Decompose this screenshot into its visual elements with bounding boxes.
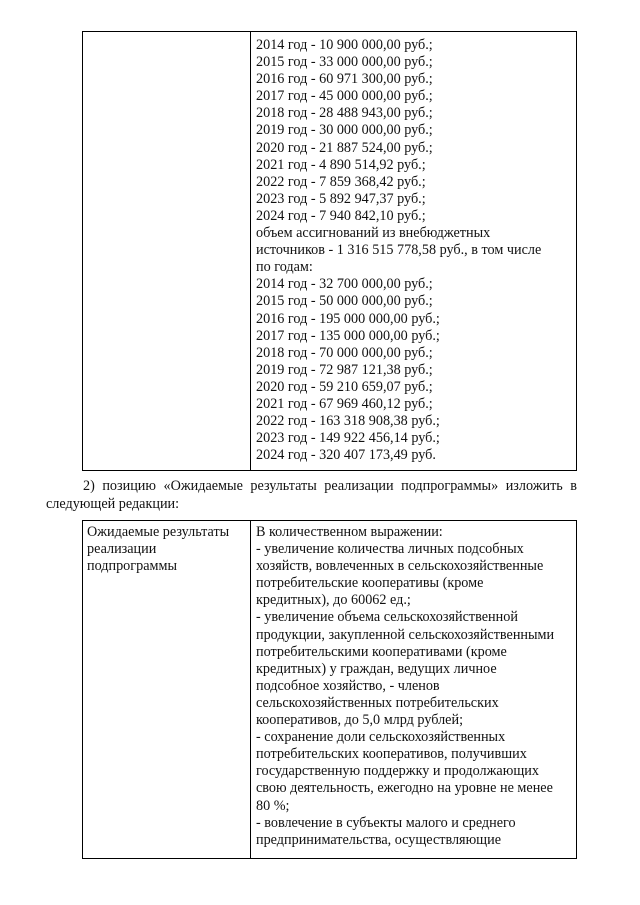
expected-results-label-line: подпрограммы: [87, 558, 177, 575]
amendment-paragraph-line-2: следующей редакции:: [46, 495, 180, 512]
funding-table-right-cell: [251, 32, 576, 470]
funding-line: 2019 год - 72 987 121,38 руб.;: [256, 361, 433, 378]
funding-line: 2021 год - 4 890 514,92 руб.;: [256, 156, 426, 173]
funding-line: 2020 год - 21 887 524,00 руб.;: [256, 139, 433, 156]
funding-line: объем ассигнований из внебюджетных: [256, 225, 491, 242]
funding-line: 2021 год - 67 969 460,12 руб.;: [256, 395, 433, 412]
funding-line: 2016 год - 195 000 000,00 руб.;: [256, 310, 440, 327]
expected-results-label-line: реализации: [87, 541, 157, 558]
funding-line: 2017 год - 45 000 000,00 руб.;: [256, 88, 433, 105]
expected-results-line: потребительские кооперативы (кроме: [256, 575, 484, 592]
expected-results-line: - сохранение доли сельскохозяйственных: [256, 729, 506, 746]
funding-line: 2023 год - 149 922 456,14 руб.;: [256, 430, 440, 447]
expected-results-line: потребительскими кооперативами (кроме: [256, 643, 507, 660]
funding-line: 2018 год - 28 488 943,00 руб.;: [256, 105, 433, 122]
funding-line: по годам:: [256, 259, 313, 276]
funding-line: 2016 год - 60 971 300,00 руб.;: [256, 71, 433, 88]
expected-results-content-cell: [251, 521, 576, 858]
funding-table-left-cell: [83, 32, 251, 470]
funding-line: 2020 год - 59 210 659,07 руб.;: [256, 378, 433, 395]
expected-results-label-cell: [83, 521, 251, 858]
expected-results-line: государственную поддержку и продолжающих: [256, 763, 539, 780]
funding-line: 2023 год - 5 892 947,37 руб.;: [256, 190, 426, 207]
funding-line: 2014 год - 32 700 000,00 руб.;: [256, 276, 433, 293]
funding-line: 2019 год - 30 000 000,00 руб.;: [256, 122, 433, 139]
expected-results-line: продукции, закупленной сельскохозяйственными: [256, 626, 555, 643]
amendment-paragraph: [46, 478, 577, 513]
funding-line: 2014 год - 10 900 000,00 руб.;: [256, 37, 433, 53]
expected-results-line: - увеличение объема сельскохозяйственной: [256, 609, 518, 626]
funding-line: 2024 год - 320 407 173,49 руб.: [256, 447, 436, 464]
funding-line: 2024 год - 7 940 842,10 руб.;: [256, 207, 426, 224]
expected-results-line: кредитных) у граждан, ведущих личное: [256, 660, 497, 677]
expected-results-label-line: Ожидаемые результаты: [87, 524, 230, 540]
expected-results-line: кредитных), до 60062 ед.;: [256, 592, 411, 609]
expected-results-line: 80 %;: [256, 797, 290, 814]
funding-line: 2022 год - 163 318 908,38 руб.;: [256, 413, 440, 430]
expected-results-line: - вовлечение в субъекты малого и среднего: [256, 814, 516, 831]
funding-line: источников - 1 316 515 778,58 руб., в том числе: [256, 242, 542, 259]
expected-results-table: [82, 520, 577, 859]
expected-results-line: потребительских кооперативов, получивших: [256, 746, 527, 763]
funding-line: 2017 год - 135 000 000,00 руб.;: [256, 327, 440, 344]
expected-results-line: хозяйств, вовлеченных в сельскохозяйственные: [256, 558, 544, 575]
funding-table: [82, 31, 577, 471]
funding-line: 2015 год - 50 000 000,00 руб.;: [256, 293, 433, 310]
expected-results-line: сельскохозяйственных потребительских: [256, 694, 499, 711]
funding-line: 2018 год - 70 000 000,00 руб.;: [256, 344, 433, 361]
amendment-paragraph-line-1: 2) позицию «Ожидаемые результаты реализации подпрограммы» изложить в: [83, 478, 577, 494]
expected-results-line: предпринимательства, осуществляющие: [256, 831, 501, 848]
expected-results-line: - увеличение количества личных подсобных: [256, 541, 524, 558]
expected-results-line: кооперативов, до 5,0 млрд рублей;: [256, 712, 464, 729]
expected-results-line: подсобное хозяйство, - членов: [256, 677, 440, 694]
funding-line: 2015 год - 33 000 000,00 руб.;: [256, 54, 433, 71]
expected-results-line: свою деятельность, ежегодно на уровне не менее: [256, 780, 553, 797]
funding-line: 2022 год - 7 859 368,42 руб.;: [256, 173, 426, 190]
expected-results-line: В количественном выражении:: [256, 524, 443, 540]
